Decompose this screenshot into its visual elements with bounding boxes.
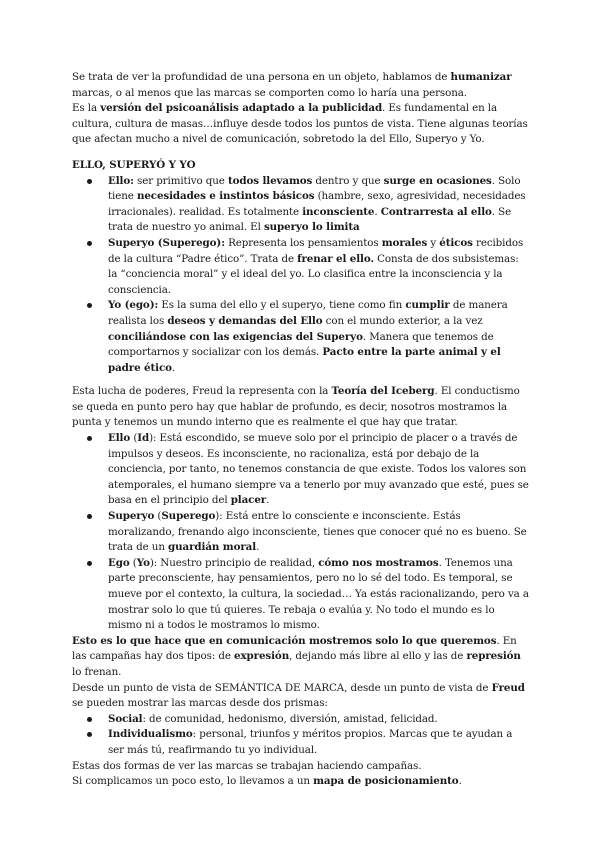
bold-text-run: deseos y demandas del Ello [167,314,323,327]
text-run: . [458,775,462,788]
bold-text-run: versión del psicoanálisis adaptado a la publicidad [100,102,383,115]
text-run: de manera realista los [108,299,508,327]
text-run: ): Nuestro principio de realidad, [149,556,319,569]
bold-text-run: conciliándose con las exigencias del Superyo [108,330,363,343]
text-run: . [374,205,381,218]
bold-text-run: represión [466,650,521,663]
bold-text-run: frenar el ello. [297,252,374,265]
text-run: Estas dos formas de ver las marcas se trabajan haciendo campañas. [72,759,422,772]
communication-paragraph [72,634,530,681]
bold-text-run: cómo nos mostramos [318,556,439,569]
list-item [108,509,530,556]
text-run: y [427,236,440,249]
text-run: ( [154,510,162,523]
bold-text-run: Contrarresta al ello [380,205,492,218]
bold-text-run: Freud [491,681,525,694]
bold-text-run: Superyo (Superego): [108,236,225,249]
text-run: dentro y que [312,174,384,187]
text-run: Desde un punto de vista de SEMÁNTICA DE MARCA, desde un punto de vista de [72,681,492,694]
iceberg-paragraph [72,384,530,431]
bold-text-run: guardián moral [168,541,257,554]
text-run: Consta de dos subsistemas: la “conciencia moral” y el ideal del yo. Lo clasifica entre la inconsciencia y la consciencia. [108,252,519,296]
text-run: ( [130,432,138,445]
psychoanalysis-paragraph [72,101,530,148]
text-run: se pueden mostrar las marcas desde dos prismas: [72,697,328,710]
bold-text-run: Yo (ego): [108,299,159,312]
closing-paragraph-1 [72,759,530,775]
bold-text-run: Social [108,712,143,725]
text-run: con el mundo exterior, a la vez [322,314,483,327]
bold-text-run: Pacto entre la parte animal y el padre ético [108,346,501,374]
bold-text-run: Superyo [108,510,155,523]
bold-text-run: expresión [234,650,290,663]
text-run: . Solo tiene [108,174,521,203]
text-run: . Se trata de nuestro yo animal. El [108,205,512,234]
semantics-paragraph [72,681,530,712]
text-run: Si complicamos un poco esto, lo llevamos a un [72,775,314,788]
prisms-list [72,712,530,759]
text-run: . Tenemos una parte preconsciente, hay pensamientos, pero no lo sé del todo. Es temporal, se mueve por el contexto, la cultura, la sociedad… Ya estás racionalizando, pero va a mostrar solo lo que tú quieres. Te rebaja o evalúa y. No todo el mundo es lo mismo ni a todos le mostramos lo mismo. [108,556,529,632]
list-item [108,298,530,376]
text-run: Representa los pensamientos [224,236,382,249]
text-run: . Manera que tenemos de comportarnos y socializar con los demás. [108,330,494,359]
text-run: Esta lucha de poderes, Freud la representa con la [72,385,332,398]
bold-text-run: morales [381,236,428,249]
text-run: ( [129,556,137,569]
bold-text-run: Yo [136,556,150,569]
iceberg-list [72,431,530,634]
bold-text-run: todos llevamos [227,174,313,187]
bold-text-run: Individualismo [108,728,193,741]
bold-text-run: Id [137,432,150,445]
text-run: ): Está entre lo consciente e inconsciente. Estás moralizando, frenando algo inconsciente, tienes que conocer qué no es bueno. Se trata de un [108,510,527,554]
bold-text-run: Ego [108,556,130,569]
list-item [108,727,530,758]
list-item [108,431,530,509]
text-run: . [266,494,270,507]
list-item [108,236,530,298]
section-heading: ELLO, SUPERYÓ Y YO [72,158,196,171]
closing-paragraph-2 [72,774,530,790]
bold-text-run: Teoría del Iceberg [331,385,435,398]
list-item [108,556,530,634]
text-run: marcas, o al menos que las marcas se comporten como lo haría una persona. [72,86,467,99]
bold-text-run: Superego [161,510,216,523]
bold-text-run: Esto es lo que hace que en comunicación mostremos solo lo que queremos [72,634,497,647]
text-run: . [256,541,260,554]
text-run: , dejando más libre al ello y las de [289,650,467,663]
intro-paragraph [72,70,530,101]
bold-text-run: humanizar [450,71,512,83]
text-run: ): Está escondido, se mueve solo por el principio de placer o a través de impulsos y deseos. Es inconsciente, no racionaliza, está por debajo de la conciencia, por tanto, no tenemos constancia de que existe. Todos los valores son atemporales, el humano siempre va a tenerlo por muy avanzado que esté, pues se basa en el principio del [108,432,529,507]
bold-text-run: placer [230,494,267,507]
text-run: recibidos de la cultura “Padre ético”. Trata de [108,236,524,265]
bold-text-run: cumplir [405,299,450,312]
bold-text-run: inconsciente [302,205,375,218]
bold-text-run: Ello [108,432,131,445]
bold-text-run: superyo lo limita [263,221,360,234]
text-run: : de comunidad, hedonismo, diversión, amistad, felicidad. [142,712,438,725]
text-run: : personal, triunfos y méritos propios. Marcas que te ayudan a ser más tú, reafirmando tu yo individual. [108,728,513,756]
bold-text-run: éticos [439,236,473,249]
text-run: Es la [72,102,101,115]
text-run: . [171,361,176,374]
text-run: . En las campañas hay dos tipos: de [72,634,517,663]
list-item [108,712,530,728]
bold-text-run: Ello: [108,174,134,187]
bold-text-run: mapa de posicionamiento [313,775,459,788]
text-run: Es la suma del ello y el superyo, tiene como fin [158,299,406,312]
text-run: . El conductismo se queda en punto pero hay que hablar de profundo, es decir, nosotros mostramos la punta y tenemos un mundo interno que es realmente el que hay que tratar. [72,385,520,429]
text-run: Se trata de ver la profundidad de una persona en un objeto, hablamos de [72,71,451,83]
list-item [108,174,530,236]
text-run: (hambre, sexo, agresividad, necesidades irracionales). realidad. Es totalmente [108,190,526,218]
text-run: ser primitivo que [133,174,228,187]
text-run: lo frenan. [72,665,122,678]
bold-text-run: necesidades e instintos básicos [136,190,315,203]
structure-list [72,174,530,377]
text-run: . Es fundamental en la cultura, cultura de masas…influye desde todos los puntos de vista. Tiene algunas teorías que afectan mucho a nivel de comunicación, sobretodo la del Ello, Superyo y Yo. [72,102,528,146]
bold-text-run: surge en ocasiones [383,174,492,187]
